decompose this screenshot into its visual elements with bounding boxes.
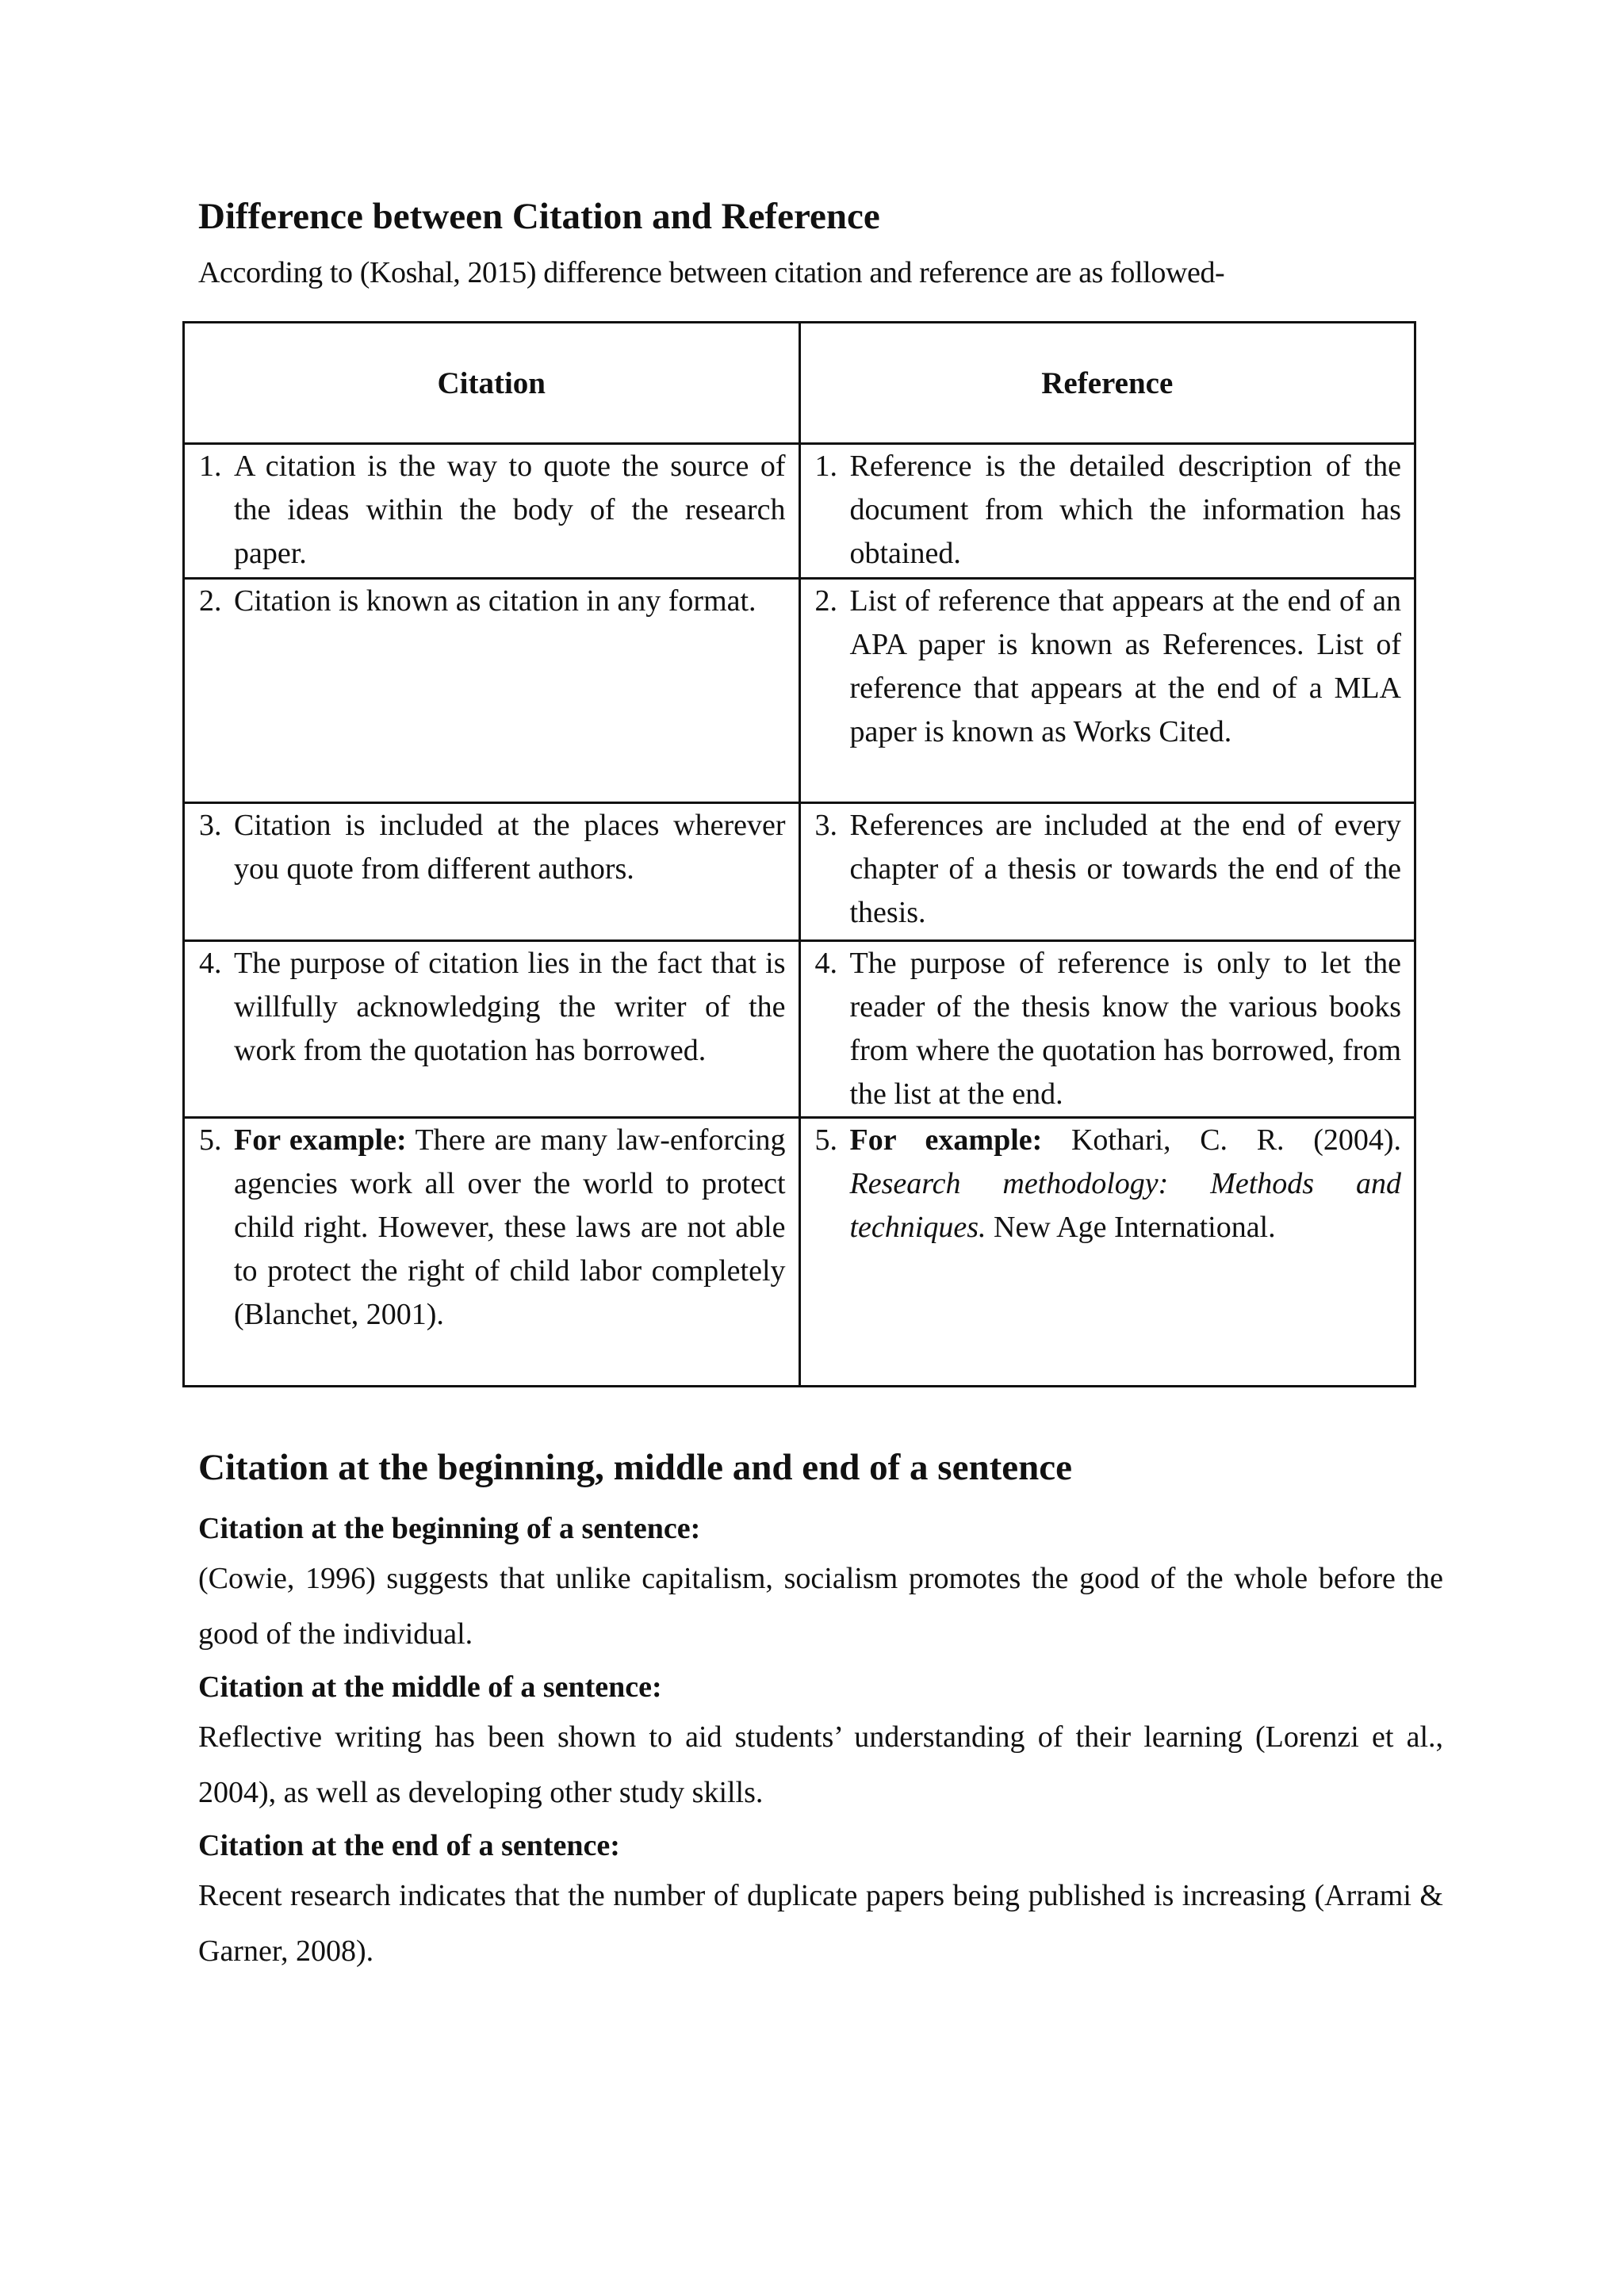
citation-cell (184, 941, 800, 1118)
table-row (184, 444, 1415, 579)
example-middle-text: Reflective writing has been shown to aid students’ understanding of their learning (Lorenzi et al., 2004), as well as developing other study skills. (198, 1720, 1443, 1809)
table-row (184, 803, 1415, 941)
item-number: 2. (199, 584, 222, 618)
citation-cell (184, 579, 800, 803)
citation-cell (184, 444, 800, 579)
reference-cell (799, 1118, 1415, 1387)
citation-cell (184, 1118, 800, 1387)
comparison-table (182, 321, 1416, 1387)
header-citation: Citation (184, 323, 800, 444)
subheading-middle: Citation at the middle of a sentence: (198, 1670, 662, 1704)
reference-cell (799, 579, 1415, 803)
reference-text: Reference is the detailed description of the document from which the information has obtained. (849, 450, 1401, 570)
reference-text: References are included at the end of every chapter of a thesis or towards the end of the thesis. (849, 809, 1401, 929)
example-label: For example: (849, 1123, 1043, 1157)
table-row (184, 941, 1415, 1118)
item-number: 3. (199, 809, 222, 842)
example-label: For example: (234, 1123, 407, 1157)
example-beginning-text: (Cowie, 1996) suggests that unlike capitalism, socialism promotes the good of the whole before the good of the individual. (198, 1562, 1443, 1651)
item-number: 4. (199, 947, 222, 980)
section-title-difference: Difference between Citation and Reference (198, 196, 880, 237)
citation-cell (184, 803, 800, 941)
citation-position-section (198, 1441, 1443, 1979)
example-end-text: Recent research indicates that the number of duplicate papers being published is increasing (Arrami & Garner, 2008). (198, 1879, 1443, 1968)
reference-cell (799, 803, 1415, 941)
item-number: 2. (814, 584, 837, 618)
subheading-beginning: Citation at the beginning of a sentence: (198, 1512, 701, 1545)
intro-paragraph: According to (Koshal, 2015) difference between citation and reference are as followed- (198, 256, 1225, 289)
header-reference: Reference (799, 323, 1415, 444)
item-number: 5. (199, 1123, 222, 1157)
reference-publisher: New Age International. (986, 1211, 1276, 1244)
item-number: 3. (814, 809, 837, 842)
reference-cell (799, 941, 1415, 1118)
table-row (184, 1118, 1415, 1387)
item-number: 5. (814, 1123, 837, 1157)
reference-text (850, 1119, 1402, 1249)
reference-text: List of reference that appears at the end of an APA paper is known as References. List of reference that appears at the end of a MLA paper is known as Works Cited. (849, 584, 1401, 748)
reference-author: Kothari, C. R. (2004). (1042, 1123, 1402, 1157)
table-header-row (184, 323, 1415, 444)
item-number: 1. (199, 450, 222, 483)
subheading-end: Citation at the end of a sentence: (198, 1829, 620, 1862)
citation-text: A citation is the way to quote the source of the ideas within the body of the research paper. (234, 450, 786, 570)
item-number: 1. (814, 450, 837, 483)
reference-text: The purpose of reference is only to let the reader of the thesis know the various books from where the quotation has borrowed, from the list at the end. (849, 947, 1401, 1111)
reference-cell (799, 444, 1415, 579)
section-title-positions: Citation at the beginning, middle and end of a sentence (198, 1447, 1072, 1488)
document-page (198, 190, 1443, 1968)
table-row (184, 579, 1415, 803)
citation-text: The purpose of citation lies in the fact that is willfully acknowledging the writer of the work from the quotation has borrowed. (234, 947, 786, 1067)
example-citation-text: There are many law-enforcing agencies work all over the world to protect child right. However, these laws are not able to protect the right of child labor completely (Blanchet, 2001). (234, 1123, 786, 1331)
reference-book-title: Research methodology: Methods and techniques. (849, 1167, 1401, 1244)
citation-text: Citation is included at the places wherever you quote from different authors. (234, 809, 786, 886)
citation-text: Citation is known as citation in any format. (234, 584, 756, 618)
item-number: 4. (814, 947, 837, 980)
citation-text (234, 1119, 786, 1337)
